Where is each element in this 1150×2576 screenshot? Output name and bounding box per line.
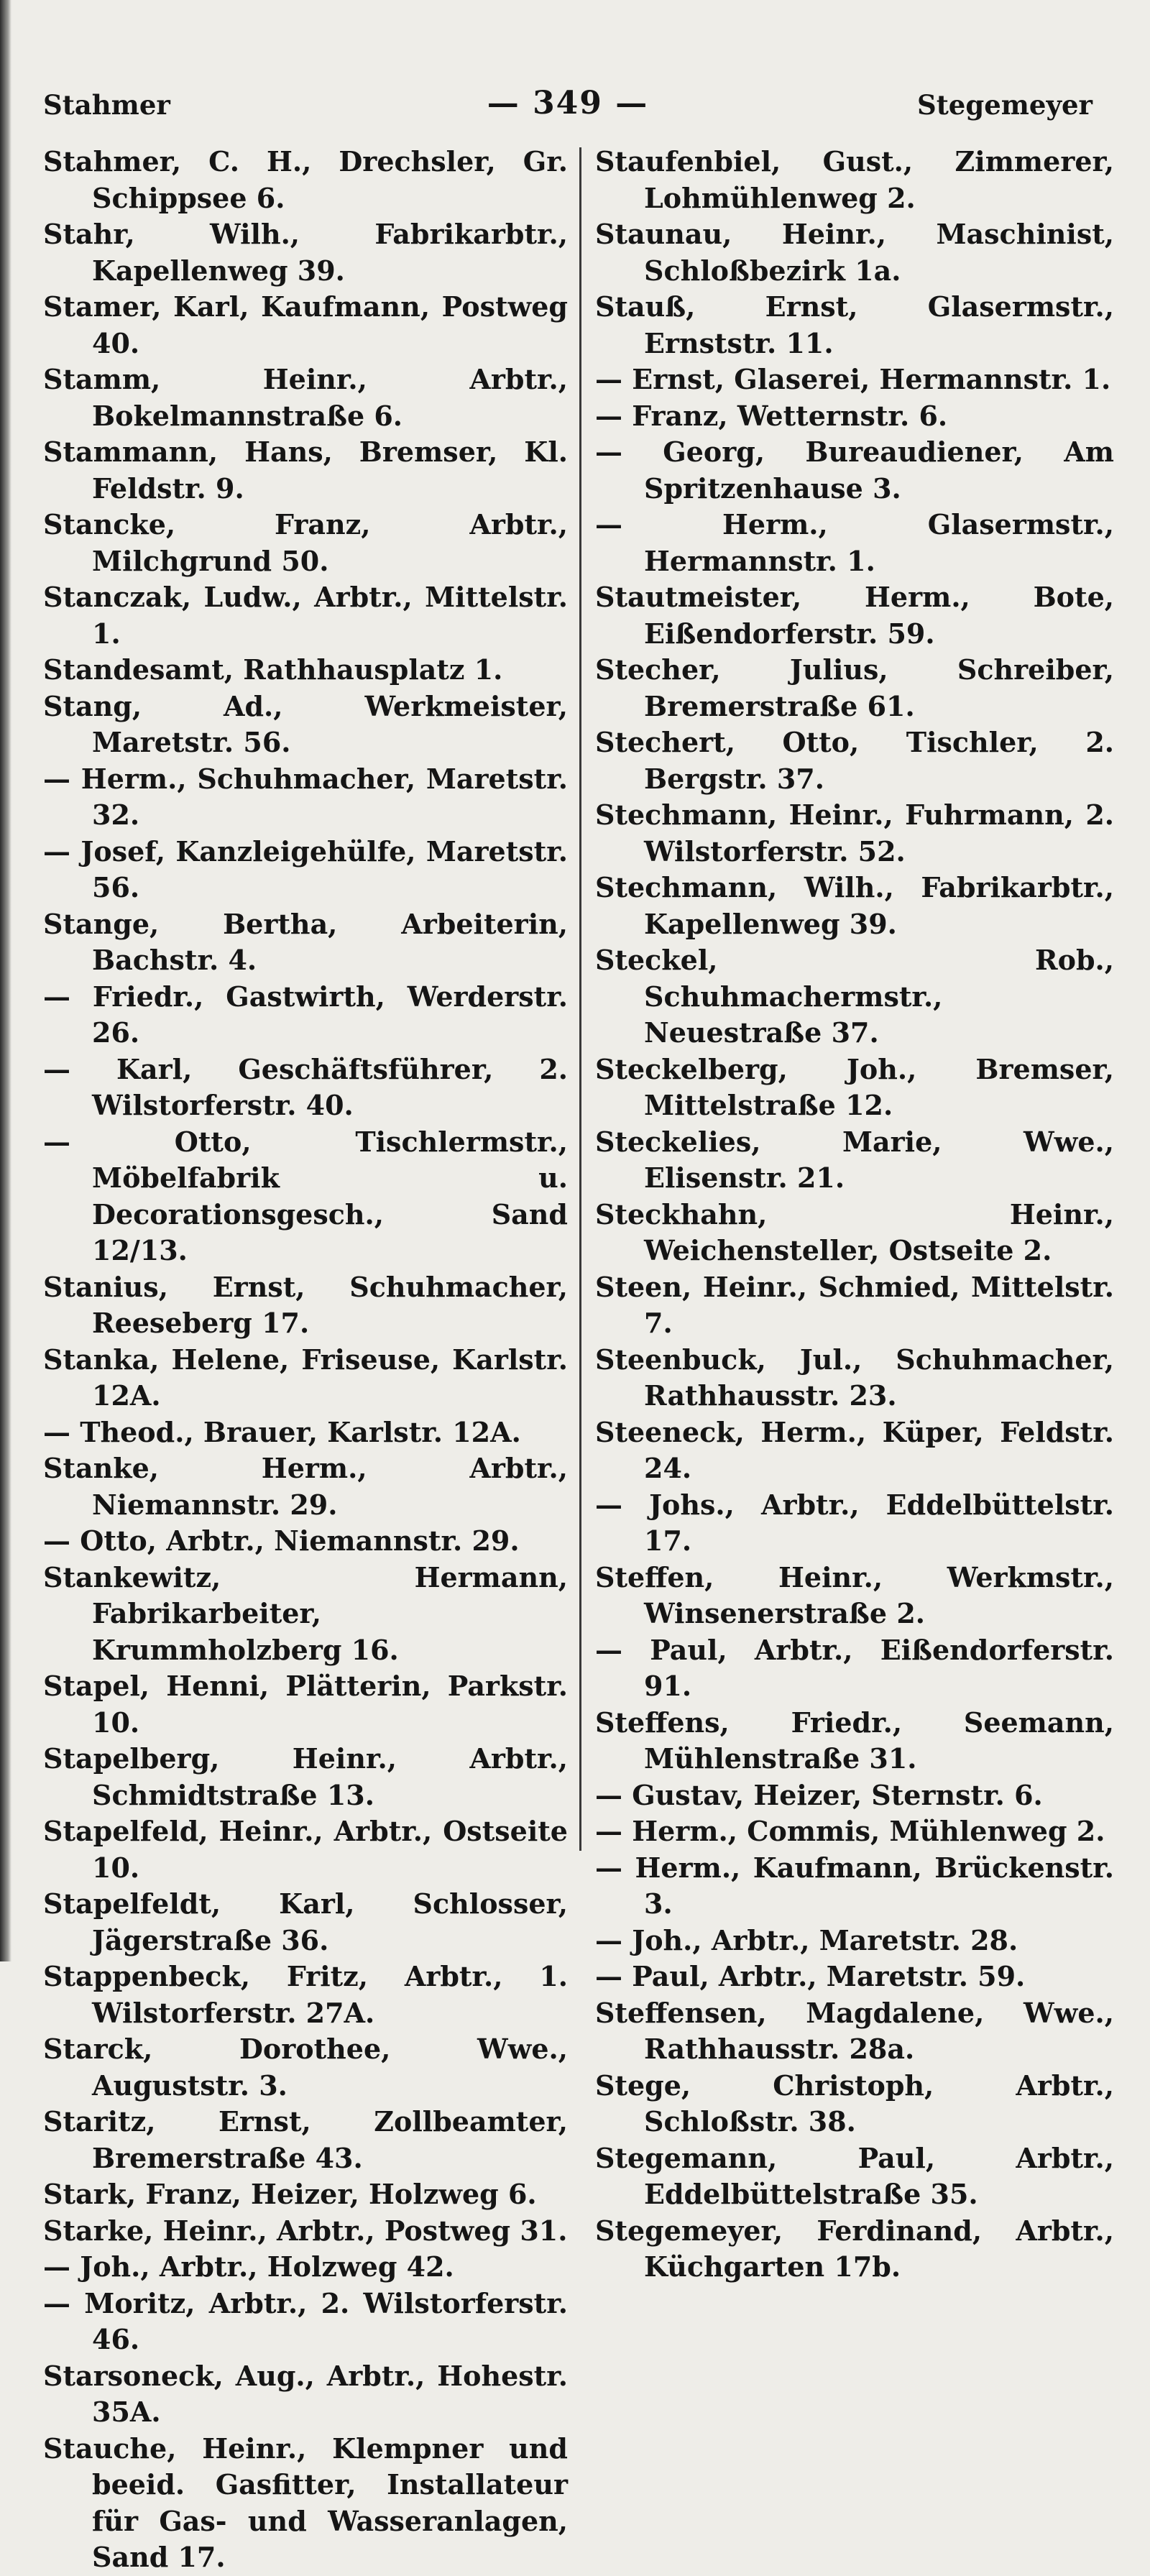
directory-entry: — Johs., Arbtr., Eddelbüttelstr. 17. — [595, 1488, 1114, 1557]
directory-entry: — Josef, Kanzleigehülfe, Maretstr. 56. — [43, 834, 568, 903]
directory-column-left — [43, 144, 568, 2573]
directory-entry: Stautmeister, Herm., Bote, Eißendorferstr. 59. — [595, 581, 1114, 650]
directory-entry: — Friedr., Gastwirth, Werderstr. 26. — [43, 980, 568, 1049]
directory-entry: Steenbuck, Jul., Schuhmacher, Rathhausstr. 23. — [595, 1343, 1114, 1412]
directory-entry: Steffen, Heinr., Werkmstr., Winsenerstraße 2. — [595, 1560, 1114, 1629]
directory-entry: — Gustav, Heizer, Sternstr. 6. — [595, 1778, 1043, 1811]
page-header — [43, 85, 1092, 128]
directory-entry: Stanke, Herm., Arbtr., Niemannstr. 29. — [43, 1452, 568, 1521]
directory-entry: Stanczak, Ludw., Arbtr., Mittelstr. 1. — [43, 581, 568, 650]
directory-entry: Starck, Dorothee, Wwe., Auguststr. 3. — [43, 2033, 568, 2102]
directory-entry: — Joh., Arbtr., Maretstr. 28. — [595, 1923, 1018, 1956]
directory-entry: Steckel, Rob., Schuhmachermstr., Neuestraße 37. — [595, 944, 1114, 1049]
directory-entry: Stegemeyer, Ferdinand, Arbtr., Küchgarten 17b. — [595, 2214, 1114, 2283]
directory-entry: Stamm, Heinr., Arbtr., Bokelmannstraße 6. — [43, 363, 568, 432]
directory-entry: Steckelberg, Joh., Bremser, Mittelstraße 12. — [595, 1052, 1114, 1121]
directory-entry: Starsoneck, Aug., Arbtr., Hohestr. 35A. — [43, 2359, 568, 2428]
directory-entry: — Franz, Wetternstr. 6. — [595, 399, 948, 432]
directory-entry: — Joh., Arbtr., Holzweg 42. — [43, 2250, 454, 2283]
directory-entry: Stecher, Julius, Schreiber, Bremerstraße 61. — [595, 653, 1114, 722]
directory-entry: Stahmer, C. H., Drechsler, Gr. Schippsee 6. — [43, 145, 568, 214]
directory-entry: Steffensen, Magdalene, Wwe., Rathhausstr. 28a. — [595, 1996, 1114, 2065]
directory-entry: — Moritz, Arbtr., 2. Wilstorferstr. 46. — [43, 2286, 568, 2355]
directory-column-right — [595, 144, 1114, 2283]
directory-entry: — Herm., Kaufmann, Brückenstr. 3. — [595, 1851, 1114, 1920]
directory-entry: Stang, Ad., Werkmeister, Maretstr. 56. — [43, 689, 568, 758]
page-number: — 349 — — [487, 85, 649, 121]
directory-entry: Stankewitz, Hermann, Fabrikarbeiter, Krummholzberg 16. — [43, 1560, 568, 1666]
directory-entry: Stammann, Hans, Bremser, Kl. Feldstr. 9. — [43, 436, 568, 505]
directory-entry: Stappenbeck, Fritz, Arbtr., 1. Wilstorferstr. 27A. — [43, 1960, 568, 2029]
directory-entry: Staufenbiel, Gust., Zimmerer, Lohmühlenweg 2. — [595, 145, 1114, 214]
directory-entry: Stauß, Ernst, Glasermstr., Ernststr. 11. — [595, 290, 1114, 359]
directory-entry: Staunau, Heinr., Maschinist, Schloßbezirk 1a. — [595, 218, 1114, 287]
directory-entry: — Georg, Bureaudiener, Am Spritzenhause 3. — [595, 436, 1114, 505]
directory-entry: Stanka, Helene, Friseuse, Karlstr. 12A. — [43, 1343, 568, 1412]
directory-entry: — Herm., Schuhmacher, Maretstr. 32. — [43, 762, 568, 831]
directory-entry: Steckelies, Marie, Wwe., Elisenstr. 21. — [595, 1125, 1114, 1194]
directory-entry: Stark, Franz, Heizer, Holzweg 6. — [43, 2178, 537, 2210]
directory-entry: Steffens, Friedr., Seemann, Mühlenstraße 31. — [595, 1706, 1114, 1775]
column-divider — [579, 147, 581, 1851]
directory-entry: Stapelberg, Heinr., Arbtr., Schmidtstraße 13. — [43, 1742, 568, 1811]
header-first-name: Stahmer — [43, 89, 170, 121]
directory-entry: — Paul, Arbtr., Eißendorferstr. 91. — [595, 1633, 1114, 1702]
header-last-name: Stegemeyer — [917, 89, 1092, 121]
directory-entry: — Theod., Brauer, Karlstr. 12A. — [43, 1415, 521, 1448]
directory-entry: — Herm., Commis, Mühlenweg 2. — [595, 1815, 1105, 1847]
directory-entry: Standesamt, Rathhausplatz 1. — [43, 653, 503, 686]
directory-entry: — Otto, Tischlermstr., Möbelfabrik u. Decorationsgesch., Sand 12/13. — [43, 1125, 568, 1266]
directory-entry: — Karl, Geschäftsführer, 2. Wilstorferstr. 40. — [43, 1052, 568, 1121]
directory-entry: Stege, Christoph, Arbtr., Schloßstr. 38. — [595, 2069, 1114, 2138]
directory-entry: Stapel, Henni, Plätterin, Parkstr. 10. — [43, 1670, 568, 1739]
directory-entry: Stancke, Franz, Arbtr., Milchgrund 50. — [43, 508, 568, 577]
directory-entry: Stanius, Ernst, Schuhmacher, Reeseberg 17. — [43, 1270, 568, 1339]
directory-entry: Stechert, Otto, Tischler, 2. Bergstr. 37. — [595, 726, 1114, 795]
directory-entry: Steeneck, Herm., Küper, Feldstr. 24. — [595, 1415, 1114, 1484]
directory-entry: — Otto, Arbtr., Niemannstr. 29. — [43, 1524, 520, 1557]
directory-entry: Steen, Heinr., Schmied, Mittelstr. 7. — [595, 1270, 1114, 1339]
directory-entry: Stapelfeldt, Karl, Schlosser, Jägerstraße 36. — [43, 1887, 568, 1956]
directory-entry: Starke, Heinr., Arbtr., Postweg 31. — [43, 2214, 568, 2247]
directory-entry: Stahr, Wilh., Fabrikarbtr., Kapellenweg 39. — [43, 218, 568, 287]
directory-entry: Stange, Bertha, Arbeiterin, Bachstr. 4. — [43, 907, 568, 976]
directory-entry: — Paul, Arbtr., Maretstr. 59. — [595, 1960, 1026, 1992]
directory-entry: — Ernst, Glaserei, Hermannstr. 1. — [595, 363, 1111, 395]
directory-entry: Stechmann, Heinr., Fuhrmann, 2. Wilstorferstr. 52. — [595, 799, 1114, 868]
directory-entry: Stauche, Heinr., Klempner und beeid. Gasfitter, Installateur für Gas- und Wasseranlagen, Sand 17. — [43, 2432, 568, 2573]
directory-entry: Stechmann, Wilh., Fabrikarbtr., Kapellenweg 39. — [595, 871, 1114, 940]
page-binding-edge — [0, 0, 12, 1961]
directory-entry: Staritz, Ernst, Zollbeamter, Bremerstraße 43. — [43, 2105, 568, 2174]
directory-entry: — Herm., Glasermstr., Hermannstr. 1. — [595, 508, 1114, 577]
directory-entry: Stamer, Karl, Kaufmann, Postweg 40. — [43, 290, 568, 359]
directory-entry: Steckhahn, Heinr., Weichensteller, Ostseite 2. — [595, 1197, 1114, 1266]
directory-entry: Stegemann, Paul, Arbtr., Eddelbüttelstraße 35. — [595, 2141, 1114, 2210]
directory-entry: Stapelfeld, Heinr., Arbtr., Ostseite 10. — [43, 1815, 568, 1884]
